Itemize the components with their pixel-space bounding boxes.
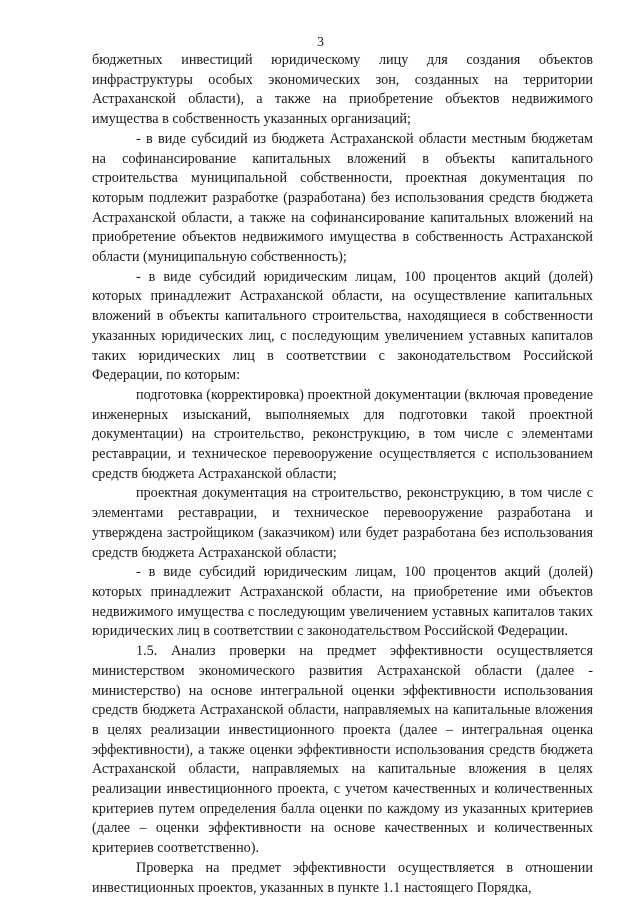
paragraph-design-preparation: подготовка (корректировка) проектной документации (включая проведение инженерных изысканий, выполняемых для подготовки такой проектной документации) на строительство, реконструкцию, в том числе с элементами реставрации, и техническое перевооружение осуществляется с использованием средств бюджета Астраханской области;: [92, 386, 593, 482]
paragraph-efficiency-check: Проверка на предмет эффективности осуществляется в отношении инвестиционных проектов, указанных в пункте 1.1 настоящего Порядка,: [92, 859, 593, 896]
paragraph-continuation: бюджетных инвестиций юридическому лицу для создания объектов инфраструктуры особых экономических зон, созданных на территории Астраханской области), а также на приобретение объектов недвижимого имущества в собственность указанных организаций;: [92, 52, 593, 128]
paragraph-property-acquisition: - в виде субсидий юридическим лицам, 100 процентов акций (долей) которых принадлежит Астраханской области, на приобретение ими объектов недвижимого имущества с последующим увеличением уставных капиталов таких юридических лиц в соответствии с законодательством Российской Федерации.: [92, 564, 593, 640]
page-number: 3: [317, 34, 324, 49]
paragraph-design-documentation: проектная документация на строительство, реконструкцию, в том числе с элементами реставрации, и техническое перевооружение разработана и утверждена застройщиком (заказчиком) или будет разработана без использования средств бюджета Астраханской области;: [92, 485, 593, 561]
paragraph-municipal-subsidies: - в виде субсидий из бюджета Астраханской области местным бюджетам на софинансирование капитальных вложений в объекты капитального строительства муниципальной собственности, проектная документация по которым подлежит разработке (разработана) без использования средств бюджета Астраханской области, а также на софинансирование капитальных вложений на приобретение объектов недвижимого имущества в собственность Астраханской области (муниципальную собственность);: [92, 130, 593, 266]
paragraph-section-1-5: 1.5. Анализ проверки на предмет эффективности осуществляется министерством экономического развития Астраханской области (далее - министерство) на основе интегральной оценки эффективности использования средств бюджета Астраханской области, направляемых на капитальные вложения в целях реализации инвестиционного проекта (далее – интегральная оценка эффективности), а также оценки эффективности использования средств бюджета Астраханской области, направляемых на капитальные вложения в целях реализации инвестиционного проекта, с учетом качественных и количественных критериев путем определения балла оценки по каждому из указанных критериев (далее – оценки эффективности на основе качественных и количественных критериев соответственно).: [92, 643, 593, 857]
paragraph-legal-entity-subsidies: - в виде субсидий юридическим лицам, 100 процентов акций (долей) которых принадлежит Астраханской области, на осуществление капитальных вложений в объекты капитального строительства, находящиеся в собственности указанных юридических лиц, с последующим увеличением уставных капиталов таких юридических лиц в соответствии с законодательством Российской Федерации, по которым:: [92, 268, 593, 384]
